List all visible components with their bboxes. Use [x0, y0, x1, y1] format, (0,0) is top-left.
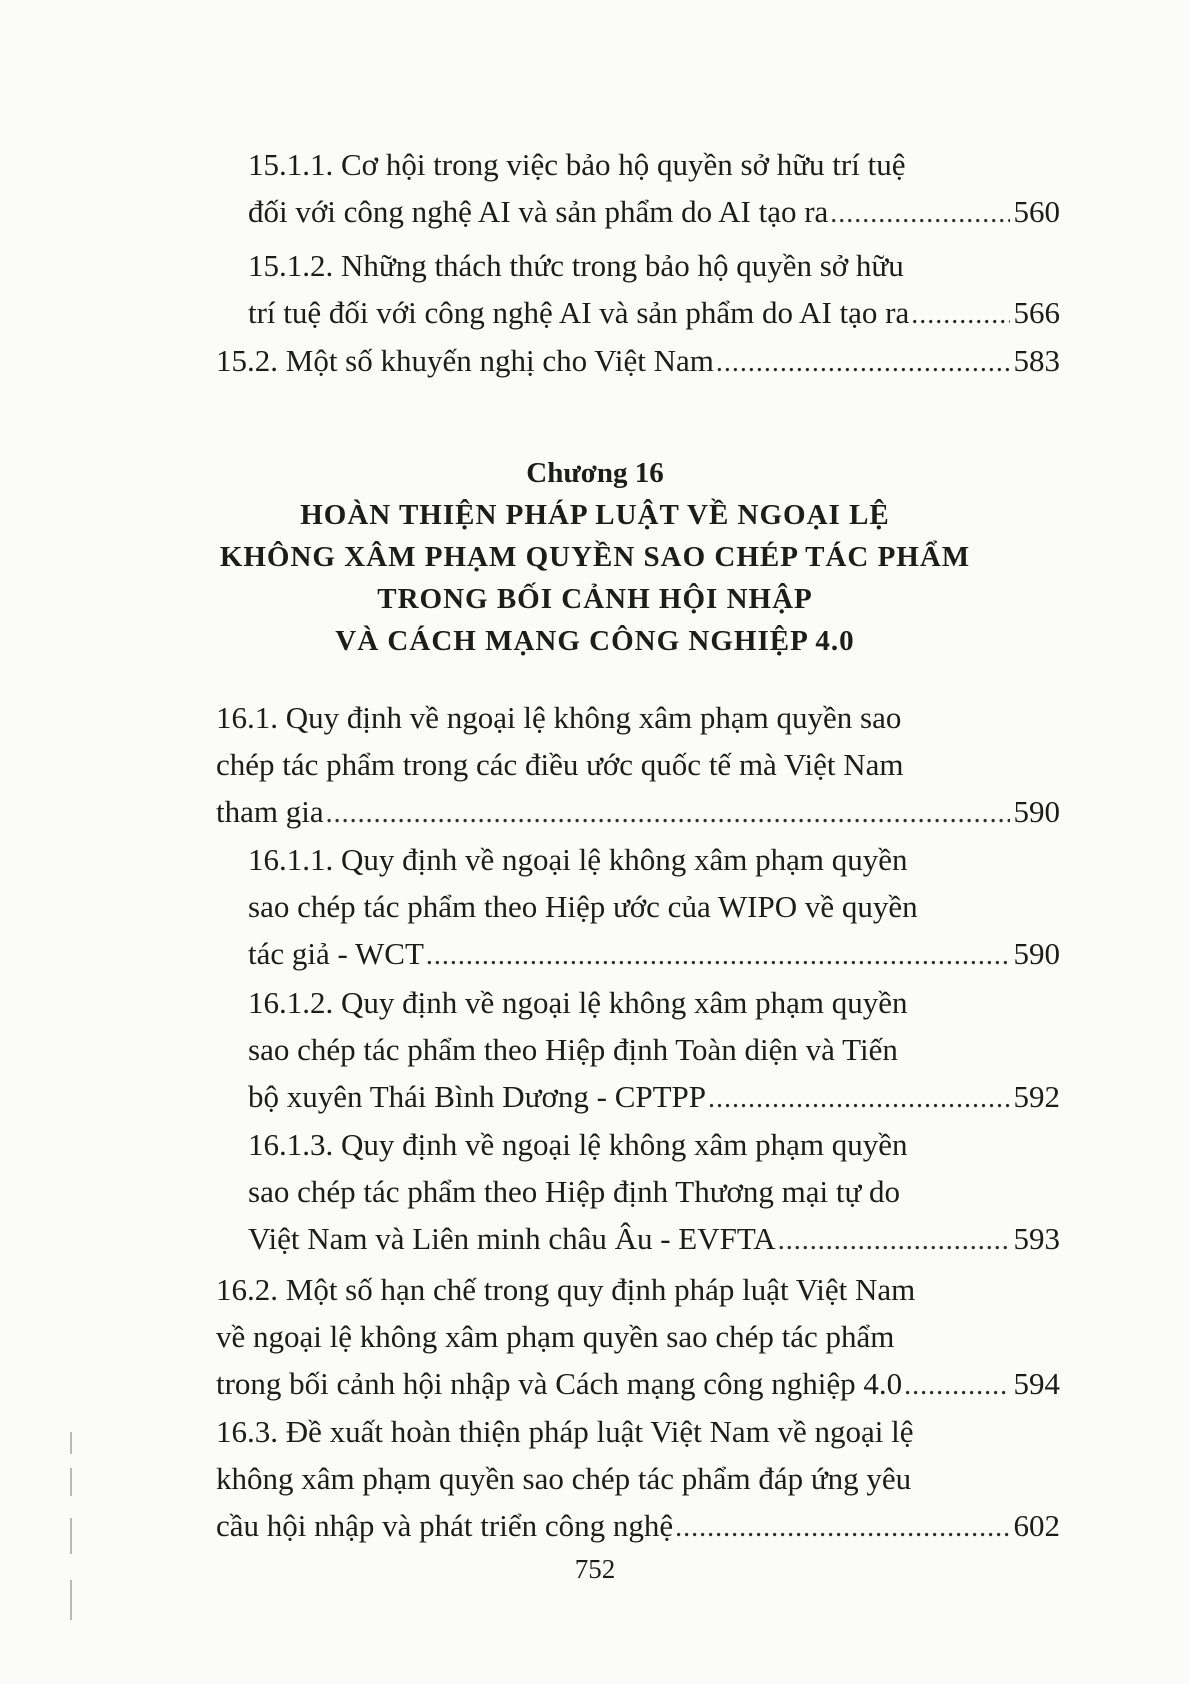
toc-entry-text: 15.2. Một số khuyến nghị cho Việt Nam — [216, 343, 714, 378]
toc-entry-15-2[interactable] — [216, 337, 1060, 384]
toc-entry-16-1[interactable] — [216, 694, 1060, 835]
chapter-title-line: VÀ CÁCH MẠNG CÔNG NGHIỆP 4.0 — [335, 625, 855, 657]
toc-entry-text: về ngoại lệ không xâm phạm quyền sao chép tác phẩm — [216, 1319, 895, 1354]
toc-entry-text: sao chép tác phẩm theo Hiệp định Toàn diện và Tiến — [248, 1032, 898, 1067]
toc-entry-text: tham gia — [216, 794, 324, 829]
dot-leader — [716, 339, 1010, 386]
toc-entry-text: 15.1.1. Cơ hội trong việc bảo hộ quyền sở hữu trí tuệ — [248, 147, 906, 182]
toc-entry-text: đối với công nghệ AI và sản phẩm do AI tạo ra — [248, 194, 829, 229]
toc-entry-line — [248, 242, 1060, 289]
toc-entry-line — [248, 930, 1060, 977]
toc-entry-line — [216, 1360, 1060, 1407]
toc-page-number: 602 — [1013, 1508, 1060, 1543]
chapter-number: Chương 16 — [526, 457, 664, 489]
toc-page-number: 590 — [1013, 936, 1060, 971]
toc-entry-line — [216, 694, 1060, 741]
toc-page-number: 560 — [1013, 194, 1060, 229]
scan-mark — [70, 1580, 72, 1620]
dot-leader — [911, 291, 1009, 338]
chapter-heading — [0, 452, 1190, 662]
toc-page-number: 593 — [1013, 1221, 1060, 1256]
toc-entry-line — [216, 788, 1060, 835]
toc-entry-line — [216, 337, 1060, 384]
toc-page-number: 594 — [1013, 1366, 1060, 1401]
dot-leader — [426, 932, 1010, 979]
toc-entry-16-3[interactable] — [216, 1408, 1060, 1549]
toc-entry-line — [248, 289, 1060, 336]
toc-entry-line — [248, 883, 1060, 930]
scan-mark — [70, 1432, 72, 1454]
toc-entry-text: cầu hội nhập và phát triển công nghệ — [216, 1508, 674, 1543]
toc-entry-text: Việt Nam và Liên minh châu Âu - EVFTA — [248, 1221, 776, 1256]
toc-entry-text: chép tác phẩm trong các điều ước quốc tế mà Việt Nam — [216, 747, 904, 782]
toc-entry-text: 16.1.3. Quy định về ngoại lệ không xâm phạm quyền — [248, 1127, 908, 1162]
toc-entry-line — [248, 1026, 1060, 1073]
footer-page-number: 752 — [574, 1554, 616, 1584]
dot-leader — [675, 1504, 1009, 1551]
chapter-title-line: KHÔNG XÂM PHẠM QUYỀN SAO CHÉP TÁC PHẨM — [219, 541, 971, 573]
toc-page-number: 590 — [1013, 794, 1060, 829]
toc-entry-line — [216, 1408, 1060, 1455]
toc-entry-text: 16.1.1. Quy định về ngoại lệ không xâm phạm quyền — [248, 842, 908, 877]
toc-entry-15-1-1[interactable] — [248, 141, 1060, 235]
toc-entry-16-1-1[interactable] — [248, 836, 1060, 977]
toc-entry-text: không xâm phạm quyền sao chép tác phẩm đáp ứng yêu — [216, 1461, 912, 1496]
toc-entry-text: tác giả - WCT — [248, 936, 424, 971]
toc-entry-text: sao chép tác phẩm theo Hiệp định Thương mại tự do — [248, 1174, 901, 1209]
toc-entry-line — [248, 1168, 1060, 1215]
dot-leader — [708, 1075, 1009, 1122]
scan-mark — [70, 1468, 72, 1496]
toc-entry-text: sao chép tác phẩm theo Hiệp ước của WIPO về quyền — [248, 889, 918, 924]
toc-entry-text: bộ xuyên Thái Bình Dương - CPTPP — [248, 1079, 707, 1114]
scan-mark — [70, 1518, 72, 1554]
toc-entry-line — [248, 1073, 1060, 1120]
toc-entry-text: trong bối cảnh hội nhập và Cách mạng công nghiệp 4.0 — [216, 1366, 903, 1401]
toc-entry-text: 16.1.2. Quy định về ngoại lệ không xâm phạm quyền — [248, 985, 908, 1020]
toc-entry-16-1-2[interactable] — [248, 979, 1060, 1120]
dot-leader — [830, 190, 1009, 237]
chapter-title-line: HOÀN THIỆN PHÁP LUẬT VỀ NGOẠI LỆ — [300, 499, 890, 531]
dot-leader — [904, 1362, 1009, 1409]
toc-entry-line — [248, 979, 1060, 1026]
toc-entry-text: 16.1. Quy định về ngoại lệ không xâm phạm quyền sao — [216, 700, 902, 735]
toc-page-number: 583 — [1013, 343, 1060, 378]
toc-entry-16-2[interactable] — [216, 1266, 1060, 1407]
toc-entry-text: trí tuệ đối với công nghệ AI và sản phẩm do AI tạo ra — [248, 295, 910, 330]
toc-entry-16-1-3[interactable] — [248, 1121, 1060, 1262]
toc-entry-line — [248, 141, 1060, 188]
toc-entry-line — [216, 1502, 1060, 1549]
toc-entry-text: 16.3. Đề xuất hoàn thiện pháp luật Việt Nam về ngoại lệ — [216, 1414, 914, 1449]
toc-entry-text: 15.1.2. Những thách thức trong bảo hộ quyền sở hữu — [248, 248, 904, 283]
toc-entry-line — [248, 1121, 1060, 1168]
toc-entry-line — [216, 741, 1060, 788]
dot-leader — [326, 790, 1010, 837]
toc-entry-15-1-2[interactable] — [248, 242, 1060, 336]
toc-entry-text: 16.2. Một số hạn chế trong quy định pháp luật Việt Nam — [216, 1272, 916, 1307]
toc-entry-line — [216, 1266, 1060, 1313]
chapter-title-line: TRONG BỐI CẢNH HỘI NHẬP — [377, 583, 813, 615]
dot-leader — [778, 1217, 1010, 1264]
toc-entry-line — [248, 188, 1060, 235]
toc-page-number: 566 — [1013, 295, 1060, 330]
toc-entry-line — [248, 1215, 1060, 1262]
toc-entry-line — [248, 836, 1060, 883]
toc-page-number: 592 — [1013, 1079, 1060, 1114]
toc-entry-line — [216, 1313, 1060, 1360]
toc-entry-line — [216, 1455, 1060, 1502]
